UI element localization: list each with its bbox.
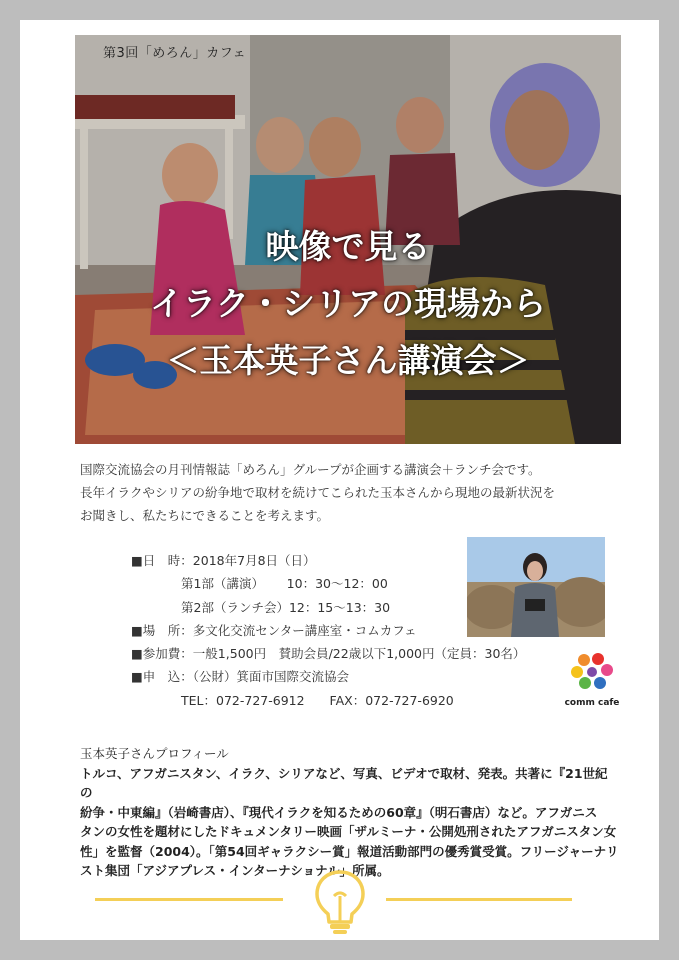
venue-row: ■場 所：多文化交流センター講座室・コムカフェ xyxy=(131,622,417,638)
profile-line: 紛争・中東編』（岩崎書店）、『現代イラクを知るための60章』（明石書店）など。アフガニス xyxy=(80,804,598,820)
intro-line: 国際交流協会の月刊情報誌「めろん」グループが企画する講演会＋ランチ会です。 xyxy=(80,462,541,477)
apply-row: ■申 込：（公財）箕面市国際交流協会 xyxy=(131,669,350,685)
title-line-3: ＜玉本英子さん講演会＞ xyxy=(166,341,530,380)
title-line-2: イラク・シリアの現場から xyxy=(150,284,546,323)
hero-photo xyxy=(75,35,621,444)
speaker-photo-illustration xyxy=(467,537,605,637)
intro-line: お聞きし、私たちにできることを考えます。 xyxy=(80,508,330,523)
speaker-profile xyxy=(80,744,620,881)
profile-line: トルコ、アフガニスタン、イラク、シリアなど、写真、ビデオで取材、発表。共著に『21世紀の xyxy=(80,765,608,800)
event-number-label: 第3回「めろん」カフェ xyxy=(103,46,247,61)
fee-row: ■参加費：一般1,500円 賛助会員/22歳以下1,000円（定員：30名） xyxy=(131,646,526,662)
comm-cafe-logo xyxy=(562,652,622,708)
date-row: ■日 時：2018年7月8日（日） xyxy=(131,553,316,568)
contact-row: TEL：072-727-6912 FAX：072-727-6920 xyxy=(131,692,454,708)
footer-rule-right xyxy=(386,898,572,901)
intro-line: 長年イラクやシリアの紛争地で取材を続けてこられた玉本さんから現地の最新状況を xyxy=(80,485,556,500)
title-line-1: 映像で見る xyxy=(265,227,431,266)
part2-row: 第2部（ランチ会）12：15～13：30 xyxy=(131,599,391,615)
intro-text xyxy=(80,458,555,527)
part1-row: 第1部（講演） 10：30～12：00 xyxy=(131,576,388,592)
lightbulb-icon xyxy=(307,866,373,936)
logo-text: comm cafe xyxy=(564,698,620,708)
profile-line: 性」を監督（2004）。「第54回ギャラクシー賞」報道活動部門の優秀賞受賞。フリージャーナリ xyxy=(80,843,619,859)
profile-heading: 玉本英子さんプロフィール xyxy=(80,746,229,761)
profile-line: タンの女性を題材にしたドキュメンタリー映画「ザルミーナ・公開処刑されたアフガニスタン女 xyxy=(80,824,617,839)
profile-line: スト集団「アジアプレス・インターナショナル」所属。 xyxy=(80,863,390,878)
speaker-photo xyxy=(467,537,605,637)
footer-rule-left xyxy=(95,898,283,901)
comm-cafe-logo-icon xyxy=(571,652,613,692)
